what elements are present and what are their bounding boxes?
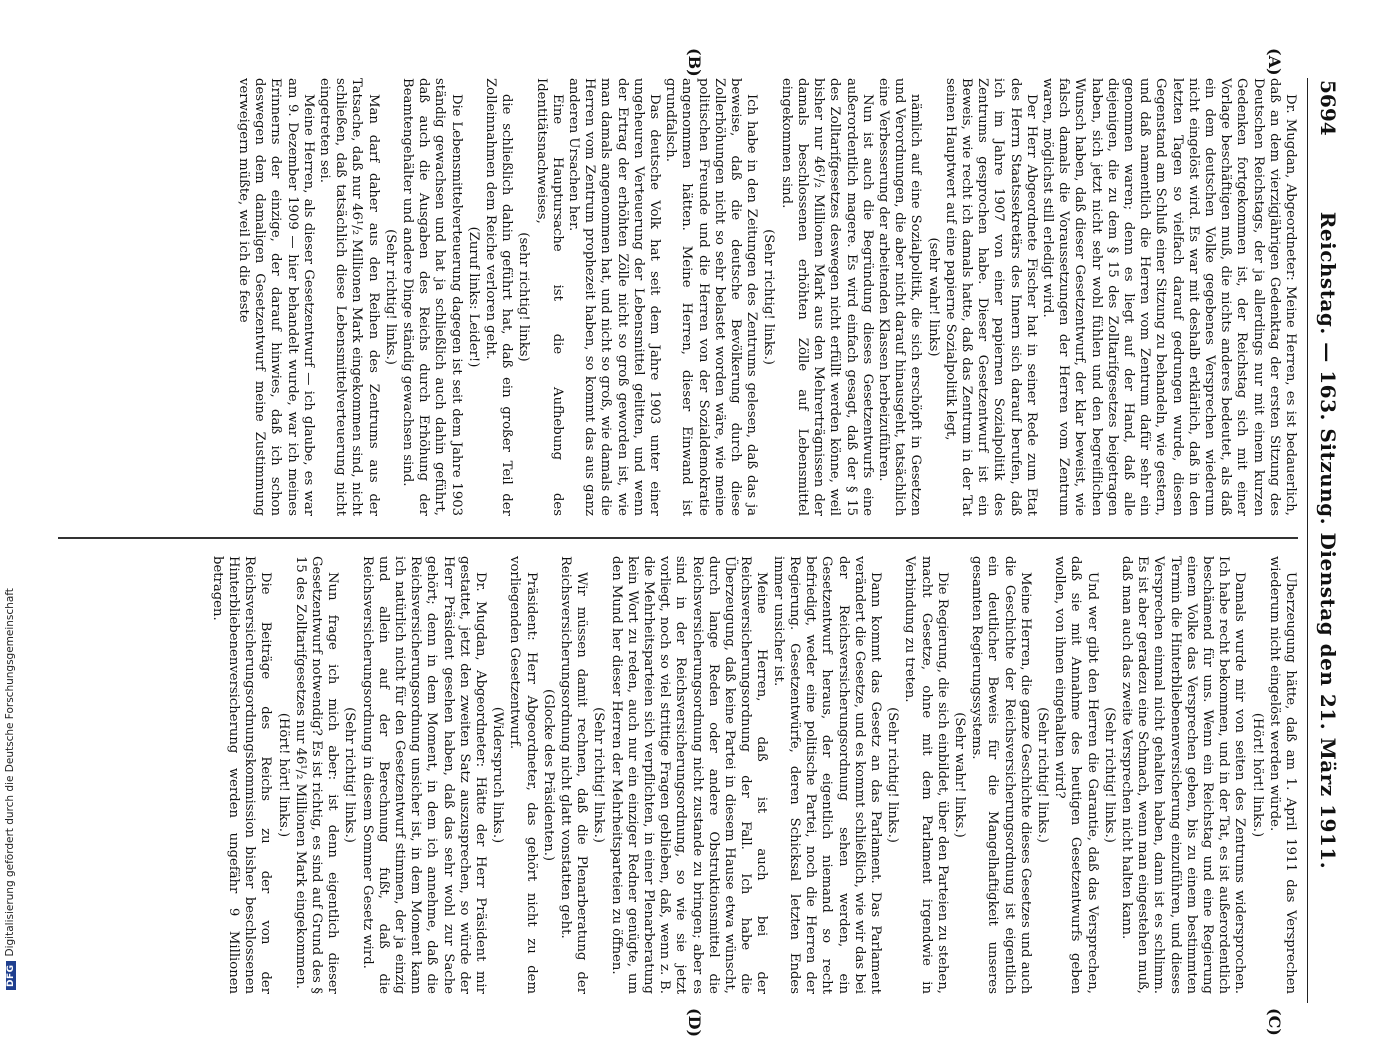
paragraph: Meine Herren, die ganze Geschichte dieses Gesetzes und auch die Geschichte der Reichsversicherungsordnung ist eigentlich ein deutlicher Beweis für die Mangelhaftigkeit unseres gesamten Regierungssystems. — [969, 556, 1033, 994]
margin-marker-d: (D) — [685, 1008, 704, 1037]
credit-text: Digitalisierung gefördert durch die Deutsche Forschungsgemeinschaft — [4, 588, 16, 957]
paragraph: Das deutsche Volk hat seit dem Jahre 1903 unter einer ungeheuren Verteuerung der Lebensmittel gelitten, und wenn der Ertrag der erhöhten Zölle nicht so groß geworden ist, wie man damals angenommen hat, und nicht so groß, wie damals die Herren vom Zentrum prophezeit haben, so kommt das aus ganz anderen Ursachen her. — [566, 78, 663, 516]
paragraph: Dann kommt das Gesetz an das Parlament. Das Parlament verändert die Gesetze, und es kommt schließlich, wie wir das bei der Reichsversicherungsordnung sehen werden, ein Gesetzentwurf heraus, der eigentlich niemand so recht befriedigt, weder eine politische Partei, noch die Herren der Regierung. Gesetzentwürfe, deren Schicksal letzten Endes immer unsicher ist. — [770, 556, 883, 994]
interjection: (sehr richtig! links) — [516, 232, 532, 362]
margin-marker-c: (C) — [1265, 1008, 1284, 1036]
column-divider — [58, 537, 1298, 539]
paragraph: die schließlich dahin geführt hat, daß ein großer Teil der Zolleinnahmen dem Reiche verloren geht. — [483, 78, 515, 516]
margin-marker-a: (A) — [1265, 48, 1284, 76]
interjection: (Glocke des Präsidenten.) — [540, 688, 556, 862]
dfg-logo: DFG — [6, 961, 16, 990]
interjection: (Sehr richtig! links.) — [1034, 707, 1050, 843]
paragraph: Die Beiträge des Reichs zu der von der Reichsversicherungsordnungskommission bisher beschlossenen Hinterbliebenenversicherung werden ungefähr 9 Millionen betragen. — [209, 556, 274, 994]
interjection: (Hört! hört! links.) — [275, 712, 291, 838]
digitization-credit — [4, 588, 16, 990]
paragraph: Meine Herren, daß ist auch bei der Reichsversicherungsordnung der Fall. Ich habe die Überzeugung, daß keine Partei in diesem Hause etwa wünscht, durch lange Reden oder andere Obstruktionsmittel die Reichsversicherungsordnung nicht zustande zu bringen; aber es sind in der Reichsversicherungsordnung, so wie sie jetzt vorliegt, noch so viel strittige Fragen geblieben, daß, wenn z. B. die Mehrheitsparteien sich verpflichten, in einer Plenarberatung kein Wort zu reden, auch nur ein einziger Redner genügte, um den Mund her dieser Herren der Mehrheitsparteien zu öffnen. — [608, 556, 770, 994]
interjection: (Sehr richtig! links.) — [342, 707, 358, 843]
interjection: (Sehr wahr! links.) — [951, 712, 967, 838]
paragraph: Meine Herren, als dieser Gesetzentwurf — ich glaube, es war am 9. Dezember 1909 — hier behandelt wurde, war ich meines Erinnerns der einzige, der darauf hinwies, daß ich schon deswegen dem damaligen Gesetzentwurf meine Zustimmung verweigern müßte, weil ich die feste — [236, 78, 316, 516]
paragraph: Ich habe in den Zeitungen des Zentrums gelesen, daß das ja beweise, daß die deutsche Bevölkerung durch diese Zollerhöhungen nicht so sehr belastet worden wäre, wie meine politischen Freunde und die Herren von der Sozialdemokratie angenommen hätten. Meine Herren, dieser Einwand ist grundfalsch. — [663, 78, 760, 516]
paragraph: Die Lebensmittelverteuerung dagegen ist seit dem Jahre 1903 ständig gewachsen und hat ja schließlich auch dahin geführt, daß auch die Ausgaben des Reichs durch Erhöhung der Beamtengehälter und andere Dinge ständig gewachsen sind. — [400, 78, 464, 516]
interjection: (Sehr richtig! links.) — [1101, 707, 1117, 843]
interjection: (Zuruf links: Leider!) — [465, 226, 481, 368]
interjection: (Sehr richtig! links.) — [885, 707, 901, 843]
paragraph: Die Regierung, die sich einbildet, über den Parteien zu stehen, macht Gesetze, ohne mit dem Parlament irgendwie in Verbindung zu treten. — [902, 556, 950, 994]
interjection: (Sehr richtig! links.) — [591, 707, 607, 843]
page-header — [1307, 78, 1344, 1003]
paragraph: Nun frage ich mich aber: ist denn eigentlich dieser Gesetzentwurf notwendig? Es ist richtig, es sind auf Grund des § 15 des Zolltarifgesetzes nur 46¹/₂ Millionen Mark eingekommen. — [292, 556, 341, 994]
paragraph: Präsident: Herr Abgeordneter, das gehört nicht zu dem vorliegenden Gesetzentwurf. — [507, 556, 539, 994]
paragraph: Überzeugung hätte, daß am 1. April 1911 das Versprechen wiederum nicht eingelöst werden würde. — [1266, 556, 1298, 994]
rotated-page-content — [44, 48, 1344, 1037]
paragraph: Nun ist auch die Begründung dieses Gesetzentwurfs eine außerordentlich magere. Es wird einfach gesagt, daß der § 15 des Zolltarifgesetzes deswegen nicht erfüllt werden könne, weil bisher nur 46¹/₂ Millionen Mark aus den Mehrerträgnissen der damals beschlossenen erhöhten Zölle auf Lebensmittel eingekommen sind. — [778, 78, 875, 516]
paragraph: Man darf daher aus den Reihen des Zentrums aus der Tatsache, daß nur 46¹/₂ Millionen Mark eingekommen sind, nicht schließen, daß tatsächlich diese Lebensmittelverteuerung nicht eingetreten sei. — [317, 78, 381, 516]
interjection: (sehr wahr! links) — [925, 237, 941, 357]
interjection: (Sehr richtig! links.) — [761, 229, 777, 365]
interjection: (Hört! hört! links.) — [1249, 712, 1265, 838]
interjection: (Sehr richtig! links.) — [382, 229, 398, 365]
right-column — [48, 556, 1298, 994]
paragraph: Der Herr Abgeordnete Fischer hat in seiner Rede zum Etat des Herrn Staatssekretärs des Innern sich darauf berufen, daß ich im Jahre 1907 von einer papiernen Sozialpolitik des Zentrums gesprochen habe. Dieser Gesetzentwurf ist ein Beweis, wie recht ich damals hatte, daß das Zentrum in der Tat seinen Hauptwert auf eine papierne Sozialpolitik legt, — [942, 78, 1039, 516]
paragraph: Damals wurde mir von seiten des Zentrums widersprochen. Ich habe recht bekommen, und in der Tat, es ist außerordentlich beschämend für uns. Wenn ein Reichstag und eine Regierung einem Volke das Versprechen geben, bis zu einem bestimmten Termin die Hinterbliebenenversicherung einzuführen, und dieses Versprechen einmal nicht gehalten haben, dann ist es schlimm. Es ist aber geradezu eine Schmach, wenn man eingestehen muß, daß man auch das zweite Versprechen nicht halten kann. — [1118, 556, 1248, 994]
interjection: (Widerspruch links.) — [490, 706, 506, 844]
page-number: 5694 — [1316, 80, 1340, 136]
paragraph: Wir müssen damit rechnen, daß die Plenarberatung der Reichsversicherungsordnung nicht glatt vonstatten geht. — [558, 556, 590, 994]
paragraph: Eine Hauptursache ist die Aufhebung des Identitätsnachweises, — [533, 78, 565, 516]
margin-marker-b: (B) — [685, 48, 704, 77]
paragraph: Dr. Mugdan, Abgeordneter: Meine Herren, es ist bedauerlich, daß an dem vierzigjährigen Gedenktag der ersten Sitzung des Deutschen Reichstags, der ja allerdings nur mit einem kurzen Gedenken fortgekommen ist, der Reichstag sich mit einer Vorlage beschäftigen muß, die nichts anderes bedeutet, als daß ein dem deutschen Volke gegebenes Versprechen wiederum nicht eingelöst wird. Es war mit deshalb erklärlich, daß in den letzten Tagen so vielfach darauf gedrungen wurde, diesen Gegenstand am Schluß einer Sitzung zu behandeln, wie gestern, und daß namentlich die Herren vom Zentrum dafür sehr ein genommen waren; denn es liegt auf der Hand, daß alle diejenigen, die zu dem § 15 des Zolltarifgesetzes beigetragen haben, sich jetzt nicht sehr wohl fühlen und den begreiflichen Wunsch haben, daß dieser Gesetzentwurf, der klar beweist, wie falsch damals die Voraussetzungen der Herren vom Zentrum waren, möglichst still erledigt wird. — [1039, 78, 1298, 516]
paragraph: Und wer gibt den Herren die Garantie, daß das Versprechen, daß sie mit Annahme des heutigen Gesetzentwurfs geben wollen, von ihnen eingehalten wird? — [1052, 556, 1100, 994]
paragraph: nämlich auf eine Sozialpolitik, die sich erschöpft in Gesetzen und Verordnungen, die aber nicht darauf hinausgeht, tatsächlich eine Verbesserung der arbeitenden Klassen herbeizuführen. — [875, 78, 924, 516]
left-column — [48, 78, 1298, 516]
running-title: Reichstag. — 163. Sitzung. Dienstag den 21. März 1911. — [1316, 211, 1340, 870]
paragraph: Dr. Mugdan, Abgeordneter: Hätte der Herr Präsident mir gestattet, jetzt den zweiten Satz auszusprechen, so würde der Herr Präsident gesehen haben, daß das sehr wohl zur Sache gehört; denn in dem Moment, in dem ich annehme, daß die Reichsversicherungsordnung unsicher ist, in dem Moment kann ich natürlich nicht für den Gesetzentwurf stimmen, der ja einzig und allein auf der Berechnung fußt, daß die Reichsversicherungsordnung in diesem Sommer Gesetz wird. — [359, 556, 489, 994]
